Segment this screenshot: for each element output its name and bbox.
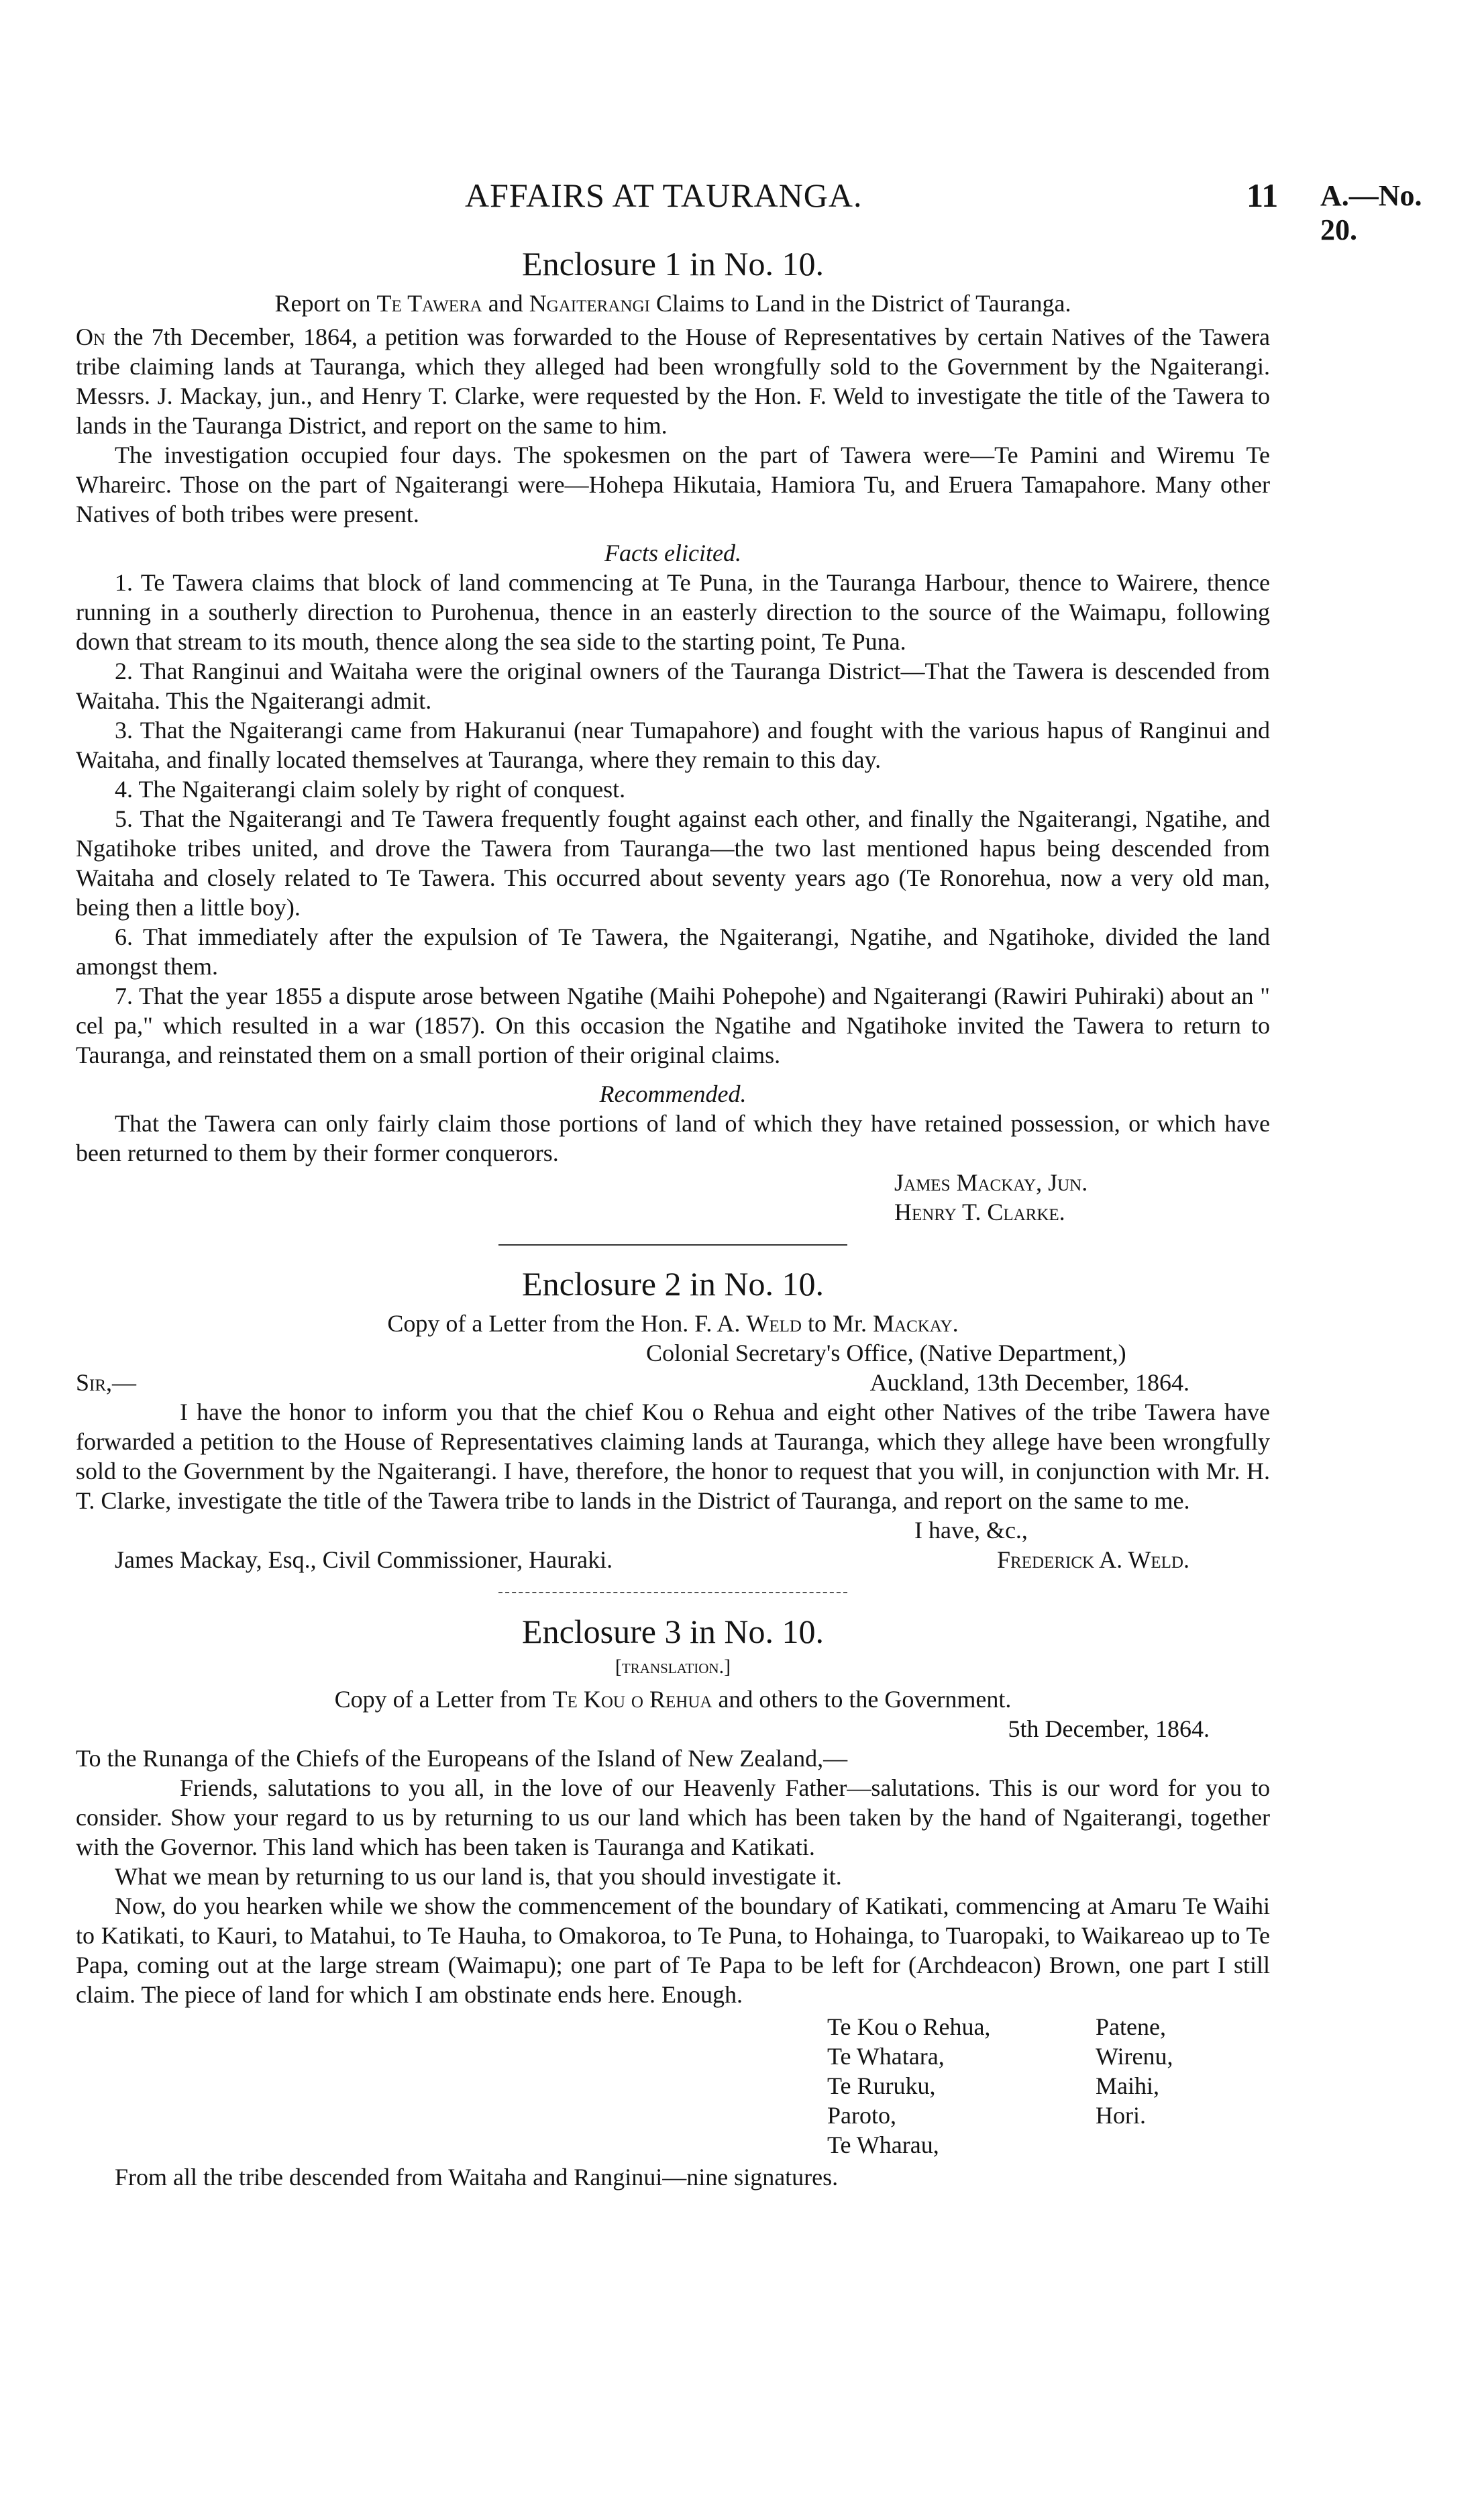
enclosure-1 (76, 243, 1270, 1227)
page-number: 11 (1247, 177, 1279, 214)
subtitle-text: Claims to Land in the District of Tauranga. (649, 290, 1071, 317)
letter-address: Colonial Secretary's Office, (Native Department,) (646, 1340, 1126, 1366)
subtitle-text: . (952, 1310, 959, 1337)
subtitle-text: Copy of a Letter from the Hon. F. A. (387, 1310, 747, 1337)
enclosure-2-subtitle (76, 1309, 1270, 1338)
signature: Paroto, (827, 2102, 896, 2129)
signature: Te Wharau, (827, 2131, 939, 2158)
signatory: Henry T. Clarke. (894, 1199, 1065, 1225)
signature: Te Ruruku, (827, 2072, 936, 2099)
translation-label: [translation.] (615, 1656, 731, 1678)
enclosure-3-subtitle (76, 1684, 1270, 1714)
running-title: AFFAIRS AT TAURANGA. (465, 177, 863, 214)
fact-item: 6. That immediately after the expulsion of Te Tawera, the Ngaiterangi, Ngatihe, and Ngatihoke, divided the land amongst them. (76, 923, 1270, 980)
closing: I have, &c., (914, 1517, 1028, 1544)
addressee-line (76, 1545, 1270, 1574)
enclosure-2 (76, 1263, 1270, 1574)
paragraph (76, 322, 1270, 440)
divider (498, 1592, 847, 1593)
enclosure-1-subtitle (76, 289, 1270, 318)
paragraph: The investigation occupied four days. The spokesmen on the part of Tawera were—Te Pamini and Wiremu Te Whareirc. Those on the part of Ngaiterangi were—Hohepa Hikutaia, Hamiora Tu, and Eruera Tamapahore. Many other Natives of both tribes were present. (76, 442, 1270, 527)
opening-word: On (76, 323, 106, 350)
subtitle-text: Copy of a Letter from (334, 1686, 553, 1713)
signature: Hori. (1096, 2102, 1146, 2129)
enclosure-2-title: Enclosure 2 in No. 10. (522, 1265, 824, 1303)
subtitle-text: Report on (274, 290, 377, 317)
paragraph: What we mean by returning to us our land is, that you should investigate it. (115, 1863, 842, 1890)
letter-date: Auckland, 13th December, 1864. (869, 1369, 1189, 1396)
salutation: Sir,— (76, 1369, 137, 1396)
letter-body: I have the honor to inform you that the chief Kou o Rehua and eight other Natives of the tribe Tawera have forwarded a petition to the House of Representatives claiming lands at Tauranga, which they allege have been wrongfully sold to the Government by the Ngaiterangi. I have, therefore, the honor to request that you will, in conjunction with Mr. H. T. Clarke, investigate the title of the Tawera tribe to lands in the District of Tauranga, and report on the same to me. (76, 1399, 1270, 1514)
enclosure-3-title: Enclosure 3 in No. 10. (522, 1613, 824, 1650)
salutation: To the Runanga of the Chiefs of the Europeans of the Island of New Zealand,— (76, 1745, 848, 1772)
section-heading-facts: Facts elicited. (604, 540, 741, 566)
signature-block (827, 2012, 1270, 2160)
letter-date: 5th December, 1864. (1008, 1715, 1210, 1742)
fact-item: 5. That the Ngaiterangi and Te Tawera frequently fought against each other, and finally the Ngaiterangi, Ngatihe, and Ngatihoke tribes united, and drove the Tawera from Tauranga—the two last mentioned hapus being descended from Waitaha and closely related to Te Tawera. This occurred about seventy years ago (Te Ronorehua, now a very old man, being then a little boy). (76, 805, 1270, 921)
section-heading-recommended: Recommended. (599, 1080, 747, 1107)
fact-item: 3. That the Ngaiterangi came from Hakuranui (near Tumapahore) and fought with the various hapus of Ranginui and Waitaha, and finally located themselves at Tauranga, where they remain to this day. (76, 717, 1270, 773)
signatories (894, 1168, 1270, 1227)
recommendation: That the Tawera can only fairly claim those portions of land of which they have retained possession, or which have been returned to them by their former conquerors. (76, 1110, 1270, 1166)
page-body (76, 243, 1270, 2192)
signature: Frederick A. Weld. (997, 1546, 1189, 1573)
subtitle-text: to Mr. (801, 1310, 873, 1337)
paragraph-text: the 7th December, 1864, a petition was forwarded to the House of Representatives by certain Natives of the Tawera tribe claiming lands at Tauranga, which they alleged had been wrongfully sold to the Government by the Ngaiterangi. Messrs. J. Mackay, jun., and Henry T. Clarke, were requested by the Hon. F. Weld to investigate the title of the Tawera to lands in the Tauranga District, and report on the same to him. (76, 323, 1270, 439)
paragraph: Now, do you hearken while we show the commencement of the boundary of Katikati, commencing at Amaru Te Waihi to Katikati, to Kauri, to Matahui, to Te Hauha, to Omakoroa, to Te Puna, to Hohainga, to Tuaropaki, to Waikareao up to Te Papa, coming out at the large stream (Waimapu); one part of Te Papa to be left for (Archdeacon) Brown, one part I still claim. The piece of land for which I am obstinate ends here. Enough. (76, 1893, 1270, 2008)
subtitle-name: Te Kou o Rehua (552, 1686, 712, 1713)
divider (498, 1244, 847, 1246)
signature: Te Whatara, (827, 2043, 945, 2070)
fact-item: 7. That the year 1855 a dispute arose between Ngatihe (Maihi Pohepohe) and Ngaiterangi (Rawiri Puhiraki) about an " cel pa," which resulted in a war (1857). On this occasion the Ngatihe and Ngatihoke invited the Tawera to return to Tauranga, and reinstated them on a small portion of their original claims. (76, 983, 1270, 1068)
subtitle-name: Te Tawera (376, 290, 482, 317)
footer-note: From all the tribe descended from Waitaha and Ranginui—nine signatures. (115, 2164, 839, 2190)
signature: Maihi, (1096, 2072, 1159, 2099)
signature (1096, 2130, 1216, 2160)
signatory: James Mackay, Jun. (894, 1169, 1088, 1196)
subtitle-name: Mackay (873, 1310, 953, 1337)
subtitle-text: and (482, 290, 529, 317)
subtitle-text: and others to the Government. (712, 1686, 1012, 1713)
signature: Wirenu, (1096, 2043, 1173, 2070)
fact-item: 4. The Ngaiterangi claim solely by right of conquest. (115, 776, 626, 803)
signature: Patene, (1096, 2013, 1166, 2040)
enclosure-3 (76, 1611, 1270, 2192)
salutation-line (76, 1368, 1270, 1397)
enclosure-1-title: Enclosure 1 in No. 10. (522, 245, 824, 283)
addressee: James Mackay, Esq., Civil Commissioner, Hauraki. (115, 1546, 613, 1573)
paragraph: Friends, salutations to you all, in the love of our Heavenly Father—salutations. This is our word for you to consider. Show your regard to us by returning to us our land which has been taken by the hand of Ngaiterangi, together with the Governor. This land which has been taken is Tauranga and Katikati. (76, 1774, 1270, 1860)
document-reference: A.—No. 20. (1320, 179, 1422, 246)
subtitle-name: Weld (746, 1310, 802, 1337)
running-header (76, 176, 1444, 246)
fact-item: 2. That Ranginui and Waitaha were the original owners of the Tauranga District—That the Tawera is descended from Waitaha. This the Ngaiterangi admit. (76, 658, 1270, 714)
signature: Te Kou o Rehua, (827, 2013, 991, 2040)
subtitle-name: Ngaiterangi (529, 290, 650, 317)
fact-item: 1. Te Tawera claims that block of land commencing at Te Puna, in the Tauranga Harbour, thence to Wairere, thence running in a southerly direction to Purohenua, thence in an easterly direction to the source of the Waimapu, following down that stream to its mouth, thence along the sea side to the starting point, Te Puna. (76, 569, 1270, 655)
